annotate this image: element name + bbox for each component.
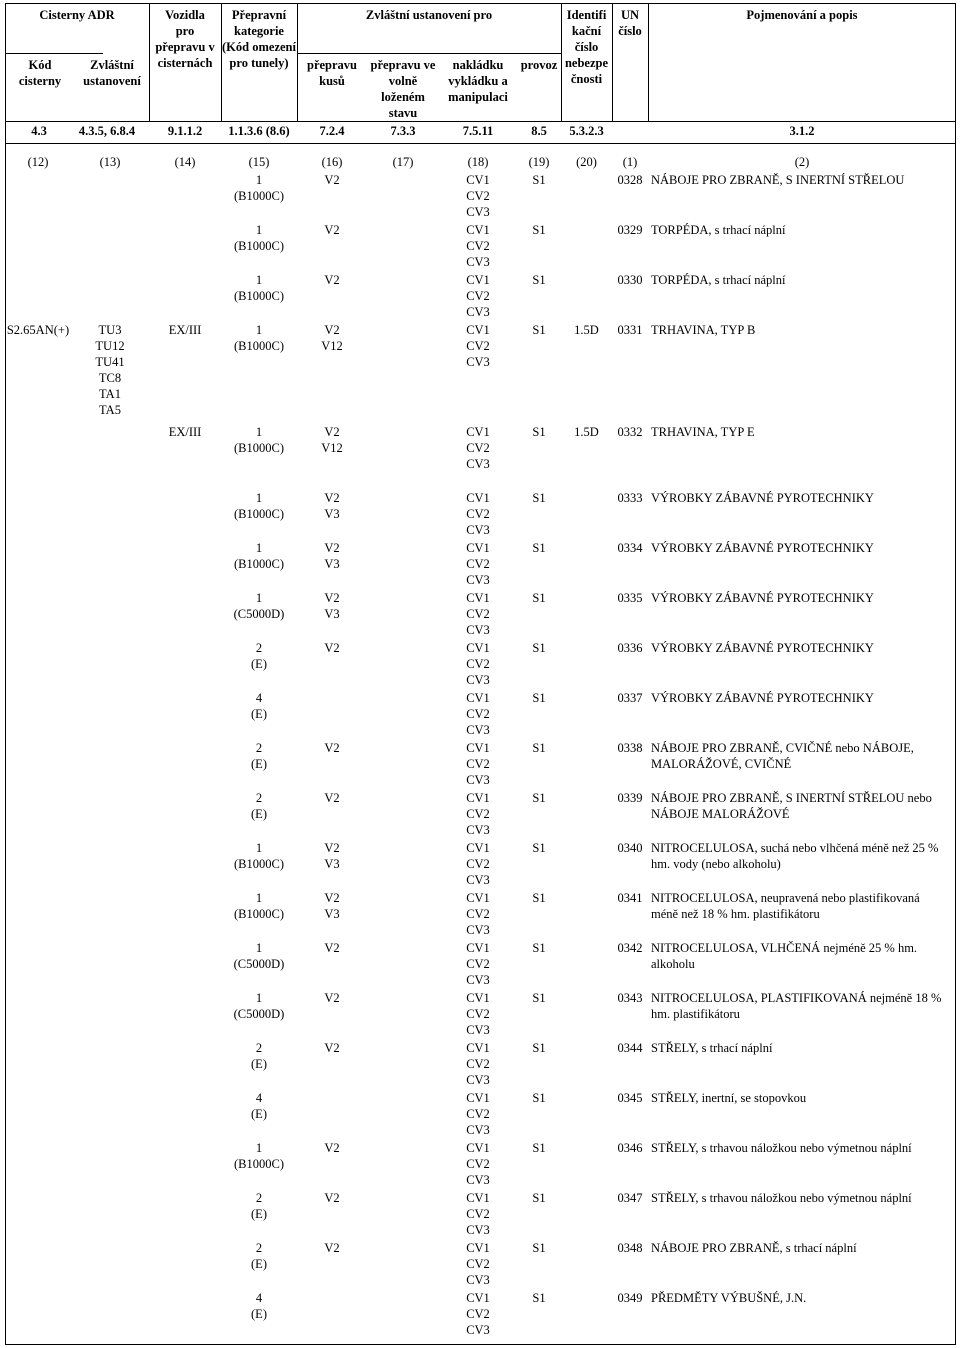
cell-un-cislo: 0347 xyxy=(617,1191,643,1205)
cell-prepravu-kusu: V2 V3 xyxy=(324,541,340,571)
cell-provoz: S1 xyxy=(532,741,546,755)
cell-prepravni-kategorie: 1 (C5000D) xyxy=(233,591,285,621)
cell-un-cislo: 0337 xyxy=(617,691,643,705)
cell-prepravu-kusu: V2 V3 xyxy=(324,841,340,871)
ref-prepravni-kategorie: 1.1.3.6 (8.6) xyxy=(228,124,290,138)
header-divider-adr xyxy=(5,53,103,54)
cell-nakladku: CV1 CV2 CV3 xyxy=(466,541,490,587)
cell-nakladku: CV1 CV2 CV3 xyxy=(466,173,490,219)
cell-provoz: S1 xyxy=(532,491,546,505)
cell-pojmenovani: STŘELY, s trhací náplní xyxy=(651,1041,773,1055)
cell-prepravu-kusu: V2 xyxy=(324,173,340,187)
colnum-15: (15) xyxy=(248,155,270,169)
cell-pojmenovani: NÁBOJE PRO ZBRANĚ, S INERTNÍ STŘELOU nebo NÁBOJE MALORÁŽOVÉ xyxy=(651,791,932,821)
cell-kod-cisterny: S2.65AN(+) xyxy=(6,323,70,337)
cell-nakladku: CV1 CV2 CV3 xyxy=(466,1291,490,1337)
cell-un-cislo: 0340 xyxy=(617,841,643,855)
cell-prepravni-kategorie: 2 (E) xyxy=(251,741,267,771)
cell-prepravni-kategorie: 1 (B1000C) xyxy=(234,425,284,455)
cell-provoz: S1 xyxy=(532,173,546,187)
header-kod-cisterny: Kód cisterny xyxy=(18,58,62,88)
header-provoz: provoz xyxy=(520,58,558,72)
cell-nakladku: CV1 CV2 CV3 xyxy=(466,591,490,637)
ref-zvlastni-ustanoveni: 4.3.5, 6.8.4 xyxy=(78,124,136,138)
cell-identifikacni-cislo: 1.5D xyxy=(574,425,599,439)
cell-prepravu-kusu: V2 V3 xyxy=(324,891,340,921)
cell-pojmenovani: VÝROBKY ZÁBAVNÉ PYROTECHNIKY xyxy=(651,491,874,505)
cell-provoz: S1 xyxy=(532,1141,546,1155)
cell-prepravni-kategorie: 1 (B1000C) xyxy=(234,323,284,353)
cell-un-cislo: 0346 xyxy=(617,1141,643,1155)
cell-pojmenovani: VÝROBKY ZÁBAVNÉ PYROTECHNIKY xyxy=(651,691,874,705)
refs-bottom-rule xyxy=(5,143,956,144)
cell-pojmenovani: VÝROBKY ZÁBAVNÉ PYROTECHNIKY xyxy=(651,591,874,605)
cell-pojmenovani: STŘELY, s trhavou náložkou nebo výmetnou náplní xyxy=(651,1191,912,1205)
ref-prepravu-kusu: 7.2.4 xyxy=(319,124,345,138)
cell-zvlastni-ustanoveni: TU3 TU12 TU41 TC8 TA1 TA5 xyxy=(95,323,125,417)
colnum-1: (1) xyxy=(622,155,638,169)
cell-provoz: S1 xyxy=(532,1241,546,1255)
cell-prepravni-kategorie: 4 (E) xyxy=(251,1291,267,1321)
cell-prepravu-kusu: V2 xyxy=(324,941,340,955)
cell-pojmenovani: NÁBOJE PRO ZBRANĚ, S INERTNÍ STŘELOU xyxy=(651,173,905,187)
cell-prepravni-kategorie: 1 (B1000C) xyxy=(234,891,284,921)
cell-nakladku: CV1 CV2 CV3 xyxy=(466,1241,490,1287)
cell-pojmenovani: PŘEDMĚTY VÝBUŠNÉ, J.N. xyxy=(651,1291,807,1305)
cell-prepravu-kusu: V2 V3 xyxy=(324,491,340,521)
cell-pojmenovani: TRHAVINA, TYP E xyxy=(651,425,755,439)
cell-prepravu-kusu: V2 V3 xyxy=(324,591,340,621)
header-prepravu-volne: přepravu ve volně loženém stavu xyxy=(370,58,436,120)
cell-prepravu-kusu: V2 xyxy=(324,991,340,1005)
cell-prepravni-kategorie: 2 (E) xyxy=(251,791,267,821)
cell-provoz: S1 xyxy=(532,941,546,955)
ref-vozidla: 9.1.1.2 xyxy=(167,124,203,138)
cell-un-cislo: 0336 xyxy=(617,641,643,655)
cell-un-cislo: 0341 xyxy=(617,891,643,905)
header-vozidla: Vozidla pro přepravu v cisternách xyxy=(155,8,215,70)
colnum-19: (19) xyxy=(528,155,550,169)
cell-prepravu-kusu: V2 xyxy=(324,741,340,755)
colnum-20: (20) xyxy=(576,155,597,169)
cell-nakladku: CV1 CV2 CV3 xyxy=(466,741,490,787)
cell-provoz: S1 xyxy=(532,591,546,605)
cell-prepravu-kusu: V2 xyxy=(324,223,340,237)
cell-identifikacni-cislo: 1.5D xyxy=(574,323,599,337)
cell-prepravni-kategorie: 2 (E) xyxy=(251,1191,267,1221)
cell-un-cislo: 0333 xyxy=(617,491,643,505)
cell-vozidla: EX/III xyxy=(168,425,202,439)
cell-un-cislo: 0329 xyxy=(617,223,643,237)
ref-prepravu-volne: 7.3.3 xyxy=(390,124,416,138)
cell-prepravni-kategorie: 1 (B1000C) xyxy=(234,1141,284,1171)
colnum-13: (13) xyxy=(99,155,121,169)
cell-un-cislo: 0335 xyxy=(617,591,643,605)
cell-nakladku: CV1 CV2 CV3 xyxy=(466,425,490,471)
cell-nakladku: CV1 CV2 CV3 xyxy=(466,323,490,369)
cell-nakladku: CV1 CV2 CV3 xyxy=(466,491,490,537)
ref-kod-cisterny: 4.3 xyxy=(31,124,47,138)
header-cisterny-adr: Cisterny ADR xyxy=(39,8,115,22)
cell-prepravu-kusu: V2 xyxy=(324,273,340,287)
cell-provoz: S1 xyxy=(532,223,546,237)
cell-prepravu-kusu: V2 xyxy=(324,1041,340,1055)
cell-nakladku: CV1 CV2 CV3 xyxy=(466,941,490,987)
header-bottom-rule xyxy=(5,121,956,122)
header-identifikacni-cislo: Identifi kační číslo nebezpe čnosti xyxy=(564,8,609,86)
cell-un-cislo: 0339 xyxy=(617,791,643,805)
header-nakladku: nakládku vykládku a manipulaci xyxy=(448,58,508,104)
cell-prepravu-kusu: V2 xyxy=(324,641,340,655)
cell-vozidla: EX/III xyxy=(168,323,202,337)
cell-un-cislo: 0328 xyxy=(617,173,643,187)
cell-pojmenovani: TORPÉDA, s trhací náplní xyxy=(651,273,786,287)
cell-provoz: S1 xyxy=(532,541,546,555)
cell-prepravni-kategorie: 2 (E) xyxy=(251,1241,267,1271)
cell-provoz: S1 xyxy=(532,1091,546,1105)
cell-prepravni-kategorie: 1 (C5000D) xyxy=(233,941,285,971)
cell-prepravni-kategorie: 1 (B1000C) xyxy=(234,841,284,871)
ref-nakladku: 7.5.11 xyxy=(462,124,494,138)
cell-nakladku: CV1 CV2 CV3 xyxy=(466,223,490,269)
cell-un-cislo: 0345 xyxy=(617,1091,643,1105)
cell-pojmenovani: TORPÉDA, s trhací náplní xyxy=(651,223,786,237)
ref-pojmenovani: 3.1.2 xyxy=(789,124,815,138)
cell-pojmenovani: NITROCELULOSA, neupravená nebo plastifikovaná méně než 18 % hm. plastifikátoru xyxy=(651,891,920,921)
cell-un-cislo: 0330 xyxy=(617,273,643,287)
cell-prepravu-kusu: V2 xyxy=(324,791,340,805)
cell-prepravni-kategorie: 1 (B1000C) xyxy=(234,491,284,521)
colnum-16: (16) xyxy=(321,155,343,169)
cell-pojmenovani: NITROCELULOSA, suchá nebo vlhčená méně než 25 % hm. vody (nebo alkoholu) xyxy=(651,841,939,871)
cell-prepravu-kusu: V2 V12 xyxy=(321,425,343,455)
cell-provoz: S1 xyxy=(532,1041,546,1055)
colnum-17: (17) xyxy=(392,155,414,169)
cell-pojmenovani: STŘELY, s trhavou náložkou nebo výmetnou náplní xyxy=(651,1141,912,1155)
cell-prepravu-kusu: V2 xyxy=(324,1191,340,1205)
cell-prepravni-kategorie: 4 (E) xyxy=(251,1091,267,1121)
cell-un-cislo: 0331 xyxy=(617,323,643,337)
cell-provoz: S1 xyxy=(532,1291,546,1305)
cell-provoz: S1 xyxy=(532,323,546,337)
ref-identifikacni: 5.3.2.3 xyxy=(569,124,604,138)
cell-un-cislo: 0342 xyxy=(617,941,643,955)
cell-pojmenovani: NITROCELULOSA, VLHČENÁ nejméně 25 % hm. alkoholu xyxy=(651,941,918,971)
cell-provoz: S1 xyxy=(532,1191,546,1205)
header-zvlastni-ustanoveni: Zvláštní ustanovení xyxy=(83,58,141,88)
cell-prepravu-kusu: V2 xyxy=(324,1141,340,1155)
cell-provoz: S1 xyxy=(532,891,546,905)
cell-provoz: S1 xyxy=(532,991,546,1005)
cell-prepravni-kategorie: 1 (C5000D) xyxy=(233,991,285,1021)
cell-nakladku: CV1 CV2 CV3 xyxy=(466,991,490,1037)
cell-un-cislo: 0332 xyxy=(617,425,643,439)
cell-nakladku: CV1 CV2 CV3 xyxy=(466,641,490,687)
cell-provoz: S1 xyxy=(532,425,546,439)
cell-pojmenovani: NÁBOJE PRO ZBRANĚ, s trhací náplní xyxy=(651,1241,857,1255)
cell-un-cislo: 0334 xyxy=(617,541,643,555)
header-prepravni-kategorie: Přepravní kategorie (Kód omezení pro tunely) xyxy=(222,8,296,70)
cell-prepravu-kusu: V2 V12 xyxy=(321,323,343,353)
cell-pojmenovani: NÁBOJE PRO ZBRANĚ, CVIČNÉ nebo NÁBOJE, MALORÁŽOVÉ, CVIČNÉ xyxy=(651,741,914,771)
cell-provoz: S1 xyxy=(532,273,546,287)
cell-prepravni-kategorie: 4 (E) xyxy=(251,691,267,721)
cell-prepravni-kategorie: 1 (B1000C) xyxy=(234,541,284,571)
cell-un-cislo: 0349 xyxy=(617,1291,643,1305)
cell-nakladku: CV1 CV2 CV3 xyxy=(466,273,490,319)
cell-provoz: S1 xyxy=(532,691,546,705)
cell-prepravni-kategorie: 1 (B1000C) xyxy=(234,273,284,303)
cell-pojmenovani: NITROCELULOSA, PLASTIFIKOVANÁ nejméně 18 % hm. plastifikátoru xyxy=(651,991,942,1021)
cell-un-cislo: 0343 xyxy=(617,991,643,1005)
cell-provoz: S1 xyxy=(532,641,546,655)
cell-nakladku: CV1 CV2 CV3 xyxy=(466,1141,490,1187)
colnum-18: (18) xyxy=(467,155,489,169)
cell-nakladku: CV1 CV2 CV3 xyxy=(466,691,490,737)
colnum-14: (14) xyxy=(174,155,196,169)
cell-pojmenovani: STŘELY, inertní, se stopovkou xyxy=(651,1091,807,1105)
cell-prepravu-kusu: V2 xyxy=(324,1241,340,1255)
cell-pojmenovani: VÝROBKY ZÁBAVNÉ PYROTECHNIKY xyxy=(651,641,874,655)
header-prepravu-kusu: přepravu kusů xyxy=(307,58,357,88)
header-zvlastni-pro: Zvláštní ustanovení pro xyxy=(365,8,493,22)
cell-nakladku: CV1 CV2 CV3 xyxy=(466,791,490,837)
cell-un-cislo: 0344 xyxy=(617,1041,643,1055)
cell-nakladku: CV1 CV2 CV3 xyxy=(466,1091,490,1137)
cell-nakladku: CV1 CV2 CV3 xyxy=(466,891,490,937)
cell-prepravni-kategorie: 2 (E) xyxy=(251,641,267,671)
cell-provoz: S1 xyxy=(532,841,546,855)
header-divider-zvlastni xyxy=(297,53,561,54)
cell-nakladku: CV1 CV2 CV3 xyxy=(466,1191,490,1237)
cell-pojmenovani: VÝROBKY ZÁBAVNÉ PYROTECHNIKY xyxy=(651,541,874,555)
cell-nakladku: CV1 CV2 CV3 xyxy=(466,841,490,887)
ref-provoz: 8.5 xyxy=(531,124,547,138)
cell-un-cislo: 0348 xyxy=(617,1241,643,1255)
cell-provoz: S1 xyxy=(532,791,546,805)
header-un-cislo: UN číslo xyxy=(618,8,642,38)
cell-prepravni-kategorie: 2 (E) xyxy=(251,1041,267,1071)
cell-un-cislo: 0338 xyxy=(617,741,643,755)
colnum-12: (12) xyxy=(27,155,49,169)
cell-pojmenovani: TRHAVINA, TYP B xyxy=(651,323,756,337)
colnum-2: (2) xyxy=(794,155,810,169)
header-pojmenovani: Pojmenování a popis xyxy=(746,8,858,22)
cell-prepravni-kategorie: 1 (B1000C) xyxy=(234,173,284,203)
cell-nakladku: CV1 CV2 CV3 xyxy=(466,1041,490,1087)
cell-prepravni-kategorie: 1 (B1000C) xyxy=(234,223,284,253)
